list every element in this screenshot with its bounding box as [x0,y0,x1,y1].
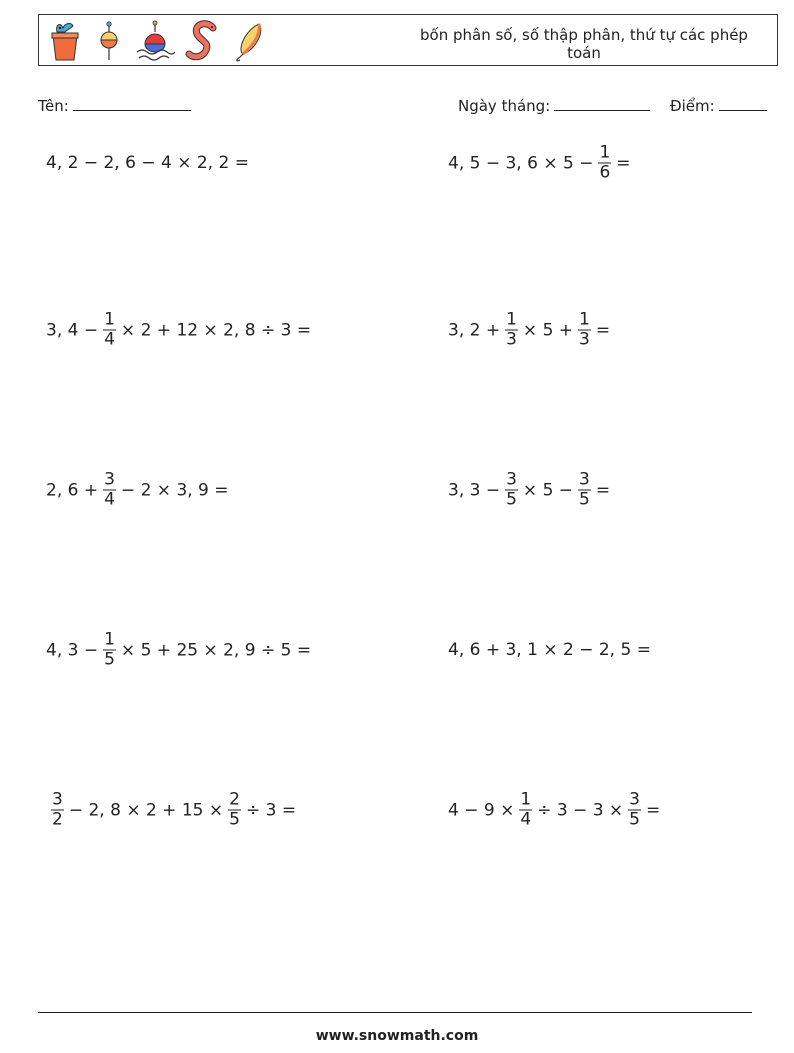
fraction-numerator: 3 [629,789,640,810]
worm-icon [185,20,221,62]
expression-text: − 2 × 3, 9 = [120,480,229,500]
fraction [578,311,591,350]
fraction [228,791,241,830]
fraction-numerator: 3 [104,469,115,490]
worksheet-title: bốn phân số, số thập phân, thứ tự các phép toán [420,26,748,62]
footer-divider [38,1012,752,1013]
name-field [38,94,191,116]
expression-text: − 2, 8 × 2 + 15 × [68,800,224,820]
expression-text: 3, 4 − [46,320,99,340]
problem-5 [46,471,229,510]
fraction [505,311,518,350]
fraction-denominator: 6 [599,162,611,183]
fraction [505,471,518,510]
expression-text: × 5 + [522,320,574,340]
fraction-numerator: 1 [520,789,532,810]
problem-2 [448,144,631,183]
fraction [628,791,641,830]
fraction [103,471,116,510]
expression-text: × 2 + 12 × 2, 8 ÷ 3 = [120,320,312,340]
fraction [103,631,116,670]
footer-url: www.snowmath.com [315,1028,479,1044]
expression-text: × 5 + 25 × 2, 9 ÷ 5 = [120,640,312,660]
expression-text: = [616,153,631,173]
bucket-icon [49,20,81,62]
name-label: Tên: [38,97,69,115]
fraction-numerator: 1 [104,309,115,330]
expression-text: = [595,320,611,340]
expression-text: 4 − 9 × [448,800,515,820]
expression-text: 4, 6 + 3, 1 × 2 − 2, 5 = [448,640,651,660]
fraction-numerator: 2 [229,789,240,810]
expression-text: ÷ 3 = [245,800,297,820]
fraction [519,791,532,830]
problem-8 [448,640,651,660]
fraction-numerator: 1 [579,309,590,330]
problem-1 [46,153,249,173]
expression-text: 3, 2 + [448,320,501,340]
expression-text: 3, 3 − [448,480,501,500]
header-icons [47,20,277,62]
score-blank[interactable] [719,94,767,111]
date-blank[interactable] [554,94,650,111]
fraction-numerator: 1 [104,629,115,650]
fraction-numerator: 3 [506,469,517,490]
problem-10 [448,791,660,830]
expression-text: 4, 3 − [46,640,99,660]
expression-text: 4, 5 − 3, 6 × 5 − [448,153,594,173]
fraction-denominator: 4 [104,329,115,350]
problem-3 [46,311,311,350]
fraction [598,144,611,183]
expression-text: × 5 − [522,480,574,500]
fraction [103,311,116,350]
fraction-numerator: 3 [52,789,63,810]
score-field [670,94,767,116]
fraction-numerator: 1 [506,309,517,330]
problem-4 [448,311,610,350]
fraction-denominator: 5 [629,809,640,830]
score-label: Điểm: [670,97,715,115]
fraction-denominator: 4 [520,809,532,830]
worksheet-header [38,14,778,66]
date-label: Ngày tháng: [458,97,551,115]
expression-text: = [645,800,661,820]
fraction-numerator: 3 [579,469,590,490]
fraction-numerator: 1 [599,142,611,163]
expression-text: = [595,480,611,500]
name-blank[interactable] [73,94,191,111]
fraction-denominator: 5 [104,649,115,670]
fraction-denominator: 3 [579,329,590,350]
problem-9 [46,791,296,830]
fraction-denominator: 5 [579,489,590,510]
fraction-denominator: 4 [104,489,115,510]
fraction-denominator: 2 [52,809,63,830]
fishing-float-icon [97,20,121,62]
fraction-denominator: 5 [229,809,240,830]
fraction [51,791,64,830]
expression-text: ÷ 3 − 3 × [537,800,624,820]
expression-text: 2, 6 + [46,480,99,500]
problem-7 [46,631,311,670]
expression-text: 4, 2 − 2, 6 − 4 × 2, 2 = [46,153,249,173]
fishing-lure-icon [231,20,267,62]
problem-6 [448,471,610,510]
fraction-denominator: 3 [506,329,517,350]
bobber-on-water-icon [135,20,175,62]
fraction [578,471,591,510]
fraction-denominator: 5 [506,489,517,510]
date-field [458,94,650,116]
